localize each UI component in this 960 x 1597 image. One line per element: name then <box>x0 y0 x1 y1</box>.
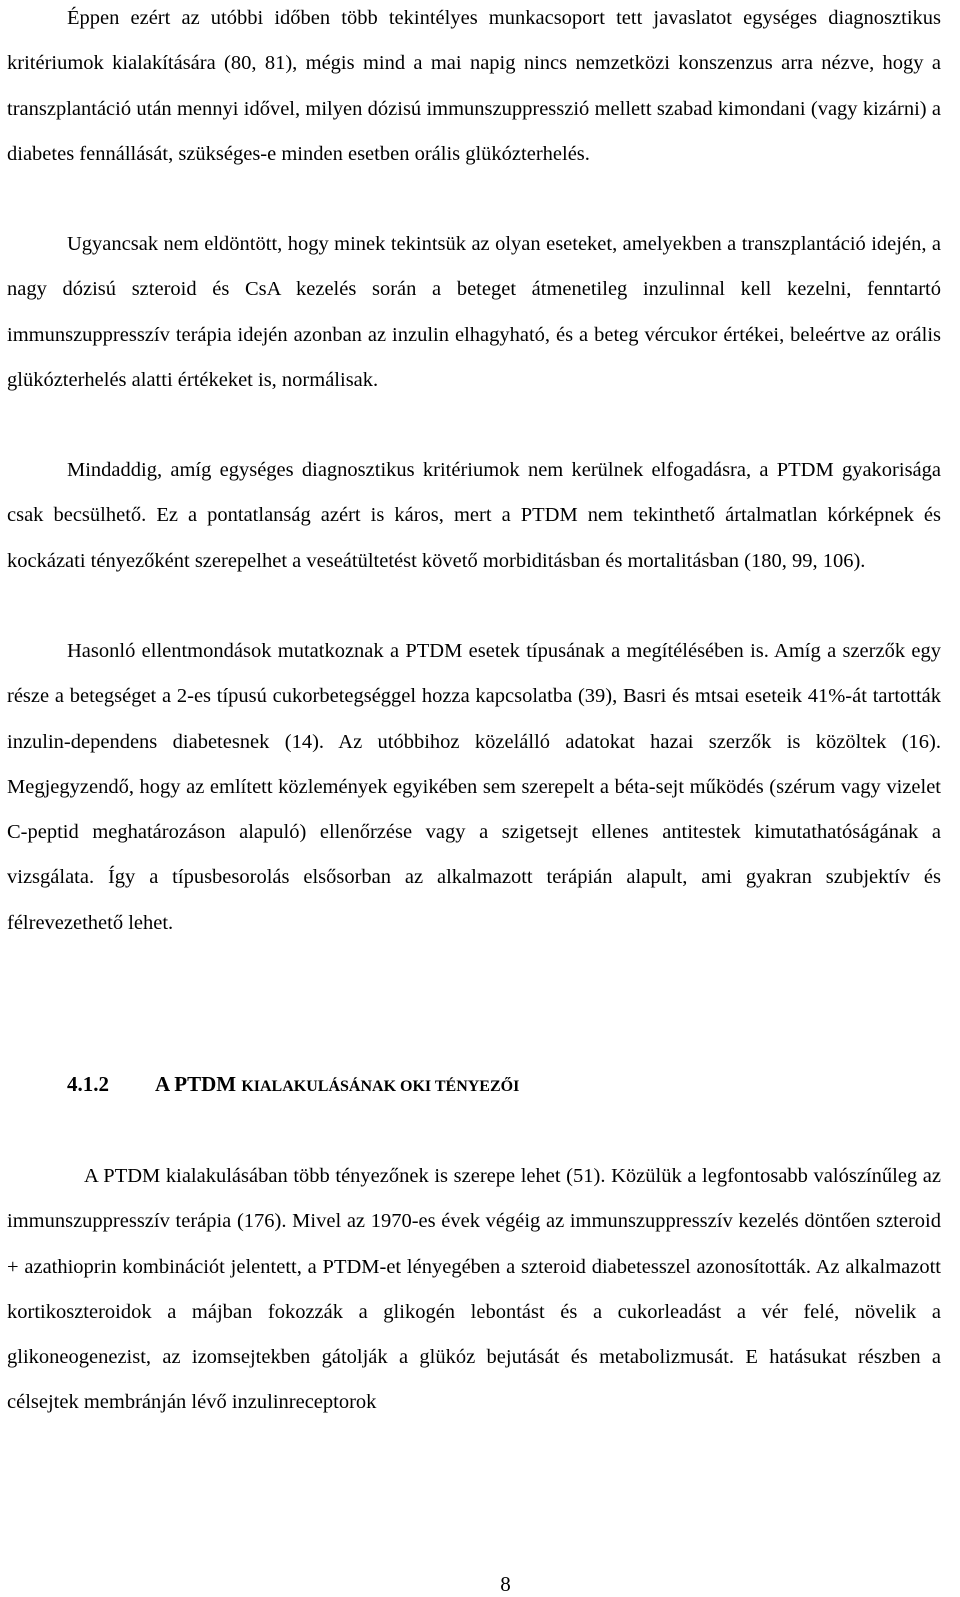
section-number: 4.1.2 <box>67 1072 109 1096</box>
page-number: 8 <box>500 1572 511 1596</box>
section-title-smallcaps: KIALAKULÁSÁNAK OKI TÉNYEZŐI <box>241 1078 520 1095</box>
paragraph-1: Éppen ezért az utóbbi időben több tekintélyes munkacsoport tett javaslatot egységes diagnosztikus kritériumok kialakítására (80, 81), mégis mind a mai napig nincs nemzetközi konszenzus arra nézve, hogy a transzplantáció után mennyi idővel, milyen dózisú immunszuppresszió mellett szabad kimondani (vagy kizárni) a diabetes fennállását, szükséges-e minden esetben orális glükózterhelés. <box>7 7 941 165</box>
paragraph-5: A PTDM kialakulásában több tényezőnek is szerepe lehet (51). Közülük a legfontosabb valószínűleg az immunszuppresszív terápia (176). Mivel az 1970-es évek végéig az immunszuppresszív kezelés döntően szteroid + azathioprin kombinációt jelentett, a PTDM-et lényegében a szteroid diabetesszel azonosították. Az alkalmazott kortikoszteroidok a májban fokozzák a glikogén lebontást és a cukorleadást a vér felé, növelik a glikoneogenezist, az izomsejtekben gátolják a glükóz bejutását és metabolizmusát. E hatásukat részben a célsejtek membránján lévő inzulinreceptorok <box>7 1165 941 1414</box>
paragraph-4: Hasonló ellentmondások mutatkoznak a PTDM esetek típusának a megítélésében is. Amíg a szerzők egy része a betegséget a 2-es típusú cukorbetegséggel hozza kapcsolatba (39), Basri és mtsai eseteik 41%-át tartották inzulin-dependens diabetesnek (14). Az utóbbihoz közelálló adatokat hazai szerzők is közöltek (16). Megjegyzendő, hogy az említett közlemények egyikében sem szerepelt a béta-sejt működés (szérum vagy vizelet C-peptid meghatározáson alapuló) ellenőrzése vagy a szigetsejt ellenes antitestek kimutathatóságának a vizsgálata. Így a típusbesorolás elsősorban az alkalmazott terápián alapult, ami gyakran szubjektív és félrevezethető lehet. <box>7 640 941 934</box>
section-heading <box>67 1069 519 1102</box>
paragraph-3: Mindaddig, amíg egységes diagnosztikus kritériumok nem kerülnek elfogadásra, a PTDM gyakorisága csak becsülhető. Ez a pontatlanság azért is káros, mert a PTDM nem tekinthető ártalmatlan kórképnek és kockázati tényezőként szerepelhet a veseátültetést követő morbiditásban és mortalitásban (180, 99, 106). <box>7 459 941 572</box>
paragraph-2: Ugyancsak nem eldöntött, hogy minek tekintsük az olyan eseteket, amelyekben a transzplantáció idején, a nagy dózisú szteroid és CsA kezelés során a beteget átmenetileg inzulinnal kell kezelni, fenntartó immunszuppresszív terápia idején azonban az inzulin elhagyható, és a beteg vércukor értékei, beleértve az orális glükózterhelés alatti értékeket is, normálisak. <box>7 233 941 391</box>
section-title-main: A PTDM <box>155 1072 242 1096</box>
